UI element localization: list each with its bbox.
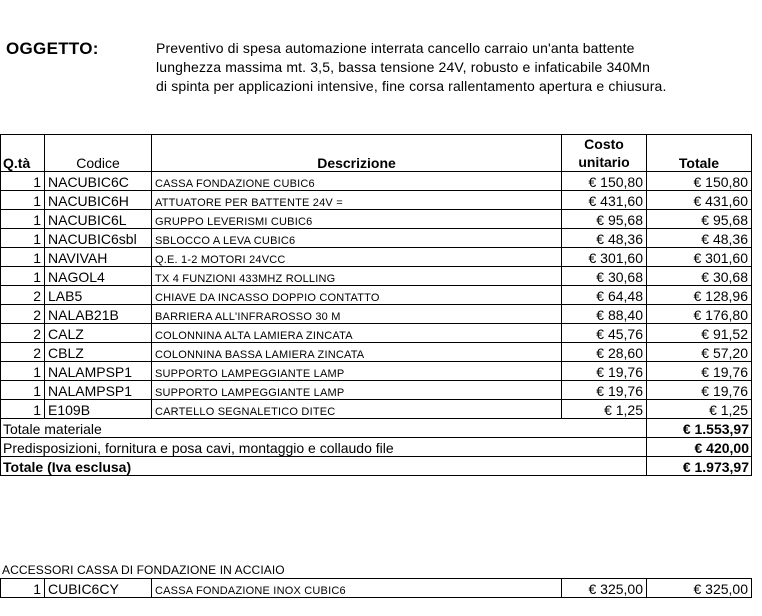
total-cell: € 30,68 [647,267,752,286]
subtotal-materials-row [1,419,752,438]
subject-line: di spinta per applicazioni intensive, fine corsa rallentamento apertura e chiusura. [156,78,667,94]
table-row [1,248,752,267]
unit-cost-cell: € 1,25 [562,400,647,419]
code-cell: NACUBIC6H [45,191,152,210]
total-cell: € 128,96 [647,286,752,305]
total-cell: € 19,76 [647,381,752,400]
total-cell: € 325,00 [647,579,752,598]
quantity-cell: 2 [1,324,45,343]
code-cell: NACUBIC6L [45,210,152,229]
code-cell: NACUBIC6C [45,172,152,191]
subtotal-materials-label: Totale materiale [1,419,647,438]
table-row [1,400,752,419]
unit-cost-cell: € 325,00 [562,579,647,598]
installation-label: Predisposizioni, fornitura e posa cavi, montaggio e collaudo file [1,438,647,457]
code-cell: NALAMPSP1 [45,362,152,381]
description-cell: SUPPORTO LAMPEGGIANTE LAMP [152,362,562,381]
description-cell: CARTELLO SEGNALETICO DITEC [152,400,562,419]
code-cell: CALZ [45,324,152,343]
header-total: Totale [647,135,752,172]
quantity-cell: 1 [1,248,45,267]
code-cell: LAB5 [45,286,152,305]
quantity-cell: 1 [1,229,45,248]
table-row [1,305,752,324]
header-unit-cost-line2: unitario [578,154,630,170]
quantity-cell: 2 [1,286,45,305]
quantity-cell: 1 [1,381,45,400]
table-row [1,362,752,381]
header-description: Descrizione [152,135,562,172]
code-cell: NALAMPSP1 [45,381,152,400]
description-cell: CASSA FONDAZIONE INOX CUBIC6 [152,579,562,598]
code-cell: CUBIC6CY [45,579,152,598]
quantity-cell: 1 [1,191,45,210]
unit-cost-cell: € 64,48 [562,286,647,305]
description-cell: SBLOCCO A LEVA CUBIC6 [152,229,562,248]
unit-cost-cell: € 19,76 [562,381,647,400]
total-cell: € 176,80 [647,305,752,324]
description-cell: GRUPPO LEVERISMI CUBIC6 [152,210,562,229]
grand-total-row [1,457,752,476]
quantity-cell: 2 [1,343,45,362]
accessories-table [0,578,752,598]
grand-total-label: Totale (Iva esclusa) [1,457,647,476]
description-cell: SUPPORTO LAMPEGGIANTE LAMP [152,381,562,400]
quantity-cell: 1 [1,362,45,381]
grand-total-value: € 1.973,97 [647,457,752,476]
unit-cost-cell: € 19,76 [562,362,647,381]
table-row [1,381,752,400]
subject-line: lunghezza massima mt. 3,5, bassa tensione 24V, robusto e infaticabile 340Mn [156,59,651,75]
description-cell: TX 4 FUNZIONI 433MHZ ROLLING [152,267,562,286]
table-row [1,191,752,210]
installation-value: € 420,00 [647,438,752,457]
description-cell: Q.E. 1-2 MOTORI 24VCC [152,248,562,267]
total-cell: € 48,36 [647,229,752,248]
total-cell: € 150,80 [647,172,752,191]
description-cell: CASSA FONDAZIONE CUBIC6 [152,172,562,191]
description-cell: BARRIERA ALL'INFRAROSSO 30 M [152,305,562,324]
header-unit-cost [562,135,647,172]
total-cell: € 57,20 [647,343,752,362]
unit-cost-cell: € 45,76 [562,324,647,343]
description-cell: COLONNINA ALTA LAMIERA ZINCATA [152,324,562,343]
table-row [1,229,752,248]
unit-cost-cell: € 301,60 [562,248,647,267]
header-unit-cost-line1: Costo [584,136,624,152]
quantity-cell: 1 [1,579,45,598]
unit-cost-cell: € 28,60 [562,343,647,362]
quantity-cell: 1 [1,172,45,191]
description-cell: ATTUATORE PER BATTENTE 24V = [152,191,562,210]
quantity-cell: 1 [1,400,45,419]
table-row [1,343,752,362]
accessories-title: ACCESSORI CASSA DI FONDAZIONE IN ACCIAIO [2,563,285,577]
unit-cost-cell: € 30,68 [562,267,647,286]
total-cell: € 19,76 [647,362,752,381]
code-cell: NAGOL4 [45,267,152,286]
unit-cost-cell: € 95,68 [562,210,647,229]
header-code: Codice [45,135,152,172]
total-cell: € 301,60 [647,248,752,267]
table-row [1,324,752,343]
installation-row [1,438,752,457]
subtotal-materials-value: € 1.553,97 [647,419,752,438]
unit-cost-cell: € 88,40 [562,305,647,324]
quote-table [0,134,752,476]
header-quantity: Q.tà [1,135,45,172]
code-cell: NACUBIC6sbl [45,229,152,248]
subject-line: Preventivo di spesa automazione interrata cancello carraio un'anta battente [156,40,635,56]
unit-cost-cell: € 48,36 [562,229,647,248]
subject-description [156,39,756,96]
table-row [1,579,752,598]
total-cell: € 431,60 [647,191,752,210]
code-cell: NALAB21B [45,305,152,324]
table-row [1,286,752,305]
unit-cost-cell: € 150,80 [562,172,647,191]
table-header-row [1,135,752,172]
total-cell: € 91,52 [647,324,752,343]
description-cell: COLONNINA BASSA LAMIERA ZINCATA [152,343,562,362]
table-row [1,210,752,229]
total-cell: € 95,68 [647,210,752,229]
quantity-cell: 2 [1,305,45,324]
table-row [1,172,752,191]
code-cell: E109B [45,400,152,419]
unit-cost-cell: € 431,60 [562,191,647,210]
quantity-cell: 1 [1,210,45,229]
code-cell: NAVIVAH [45,248,152,267]
total-cell: € 1,25 [647,400,752,419]
quantity-cell: 1 [1,267,45,286]
subject-label: OGGETTO: [6,39,99,58]
code-cell: CBLZ [45,343,152,362]
table-row [1,267,752,286]
description-cell: CHIAVE DA INCASSO DOPPIO CONTATTO [152,286,562,305]
